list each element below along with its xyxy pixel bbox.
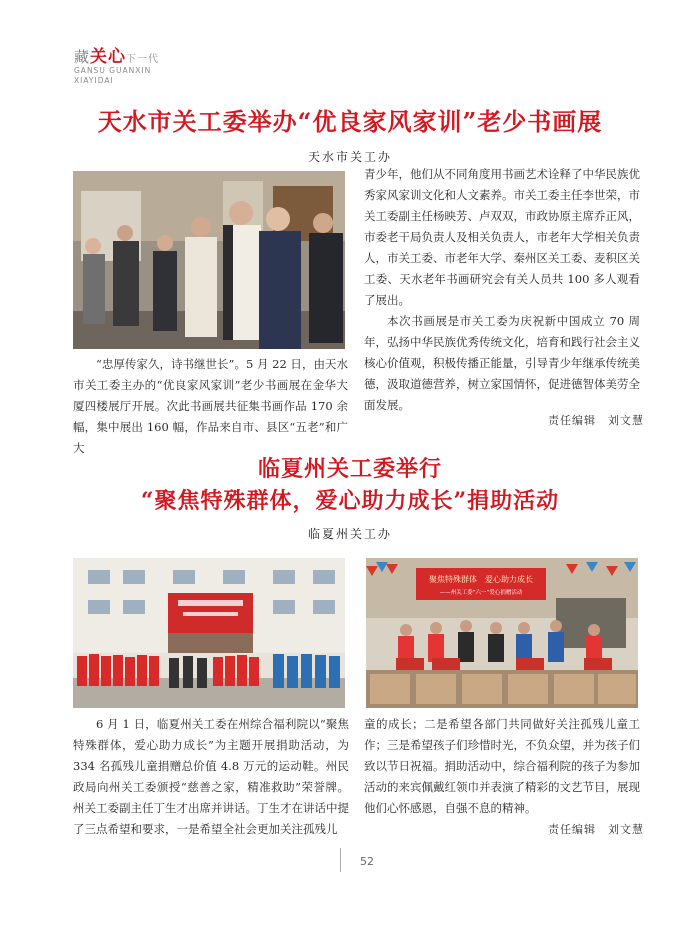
article2-editor-credit: 责任编辑 刘文慧 [548,823,644,836]
donation-event-photo [366,558,638,708]
exhibition-photo-illustration [73,171,345,349]
article2-right-column [364,714,640,819]
article1-paragraph-1-cont: 青少年，他们从不同角度用书画艺术诠释了中华民族优秀家风家训文化和人文素养。市关工委主任李世荣，市关工委副主任杨映芳、卢双双，市政协原主席乔正风，市委老干局负责人及相关负责人，市老年大学相关负责人，市关工委、市老年大学、秦州区关工委、麦积区关工委、天水老年书画研究会有关人员共 100 多人观看了展出。 [364,167,640,307]
logo-subtitle-1: GANSU GUANXIN [74,66,152,75]
article1-paragraph-2: 本次书画展是市关工委为庆祝新中国成立 70 周年，弘扬中华民族优秀传统文化，培育和践行社会主义核心价值观，积极传播正能量，引导青少年继承传统美德，汲取道德营养，树立家国情怀，促进德智体美劳全面发展。 [364,314,640,412]
article1-left-column [73,354,348,459]
magazine-logo [74,42,184,92]
article2-paragraph-1: 6 月 1 日，临夏州关工委在州综合福利院以“聚焦特殊群体，爱心助力成长”为主题开展捐助活动，为 334 名孤残儿童捐赠总价值 4.8 万元的运动鞋。州民政局向州关工委颁授“慈善之家，精准救助”荣誉牌。州关工委副主任丁生才出席并讲话。丁生才在讲话中提了三点希望和要求，一是希望全社会更加关注孤残儿 [73,717,349,836]
logo-subtitle-2: XIAYIDAI [74,76,114,85]
article1-right-column [364,164,640,416]
article2-byline: 临夏州关工办 [307,527,392,541]
article1-byline: 天水市关工办 [307,150,392,164]
welfare-building-photo [73,558,345,708]
article1-photo [73,171,345,349]
article2-paragraph-1-cont: 童的成长；二是希望各部门共同做好关注孤残儿童工作；三是希望孩子们珍惜时光，不负众望，并为孩子们致以节日祝福。捐助活动中，综合福利院的孩子为参加活动的来宾佩戴红领巾并表演了精彩的文艺节目，展现他们心怀感恩，自强不息的精神。 [364,717,640,815]
article1-editor-credit: 责任编辑 刘文慧 [548,414,644,427]
page-number: 52 [360,855,374,868]
logo-wordmark [74,42,159,67]
logo-char-a: 藏 [74,48,91,66]
article2-left-column [73,714,349,840]
article1-paragraph-1: “忠厚传家久，诗书继世长”。5 月 22 日，由天水市关工委主办的“优良家风家训”老少书画展在金华大厦四楼展厅开展。次此书画展共征集书画作品 170 余幅，集中展出 160 幅，作品来自市、县区“五老”和广大 [73,357,348,455]
article2-photo-left [73,558,345,708]
banner-text-1: 聚焦特殊群体 爱心助力成长 [429,575,533,584]
article1-title: 天水市关工委举办“优良家风家训”老少书画展 [97,107,603,136]
logo-char-c: 下一代 [126,54,160,65]
page-number-divider [340,848,341,872]
logo-char-b: 关心 [90,47,127,67]
article2-photo-right [366,558,638,708]
article2-title-line2: “聚焦特殊群体，爱心助力成长”捐助活动 [140,488,560,514]
banner-text-2: ——州关工委“六一”爱心捐赠活动 [439,590,523,596]
article2-title-line1: 临夏州关工委举行 [257,456,442,482]
